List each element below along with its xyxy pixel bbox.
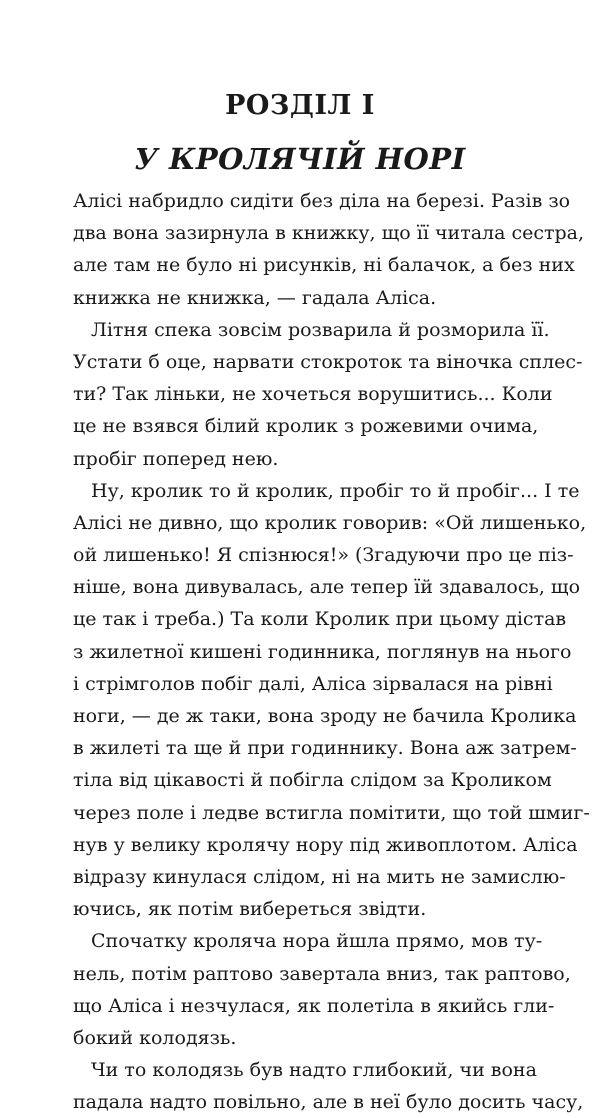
text-line: через поле і ледве встигла помітити, що той шмиг- xyxy=(73,801,590,824)
text-line: ніше, вона дивувалась, але тепер їй здавалось, що xyxy=(73,576,581,599)
text-line: що Аліса і незчулася, як полетіла в якийсь гли- xyxy=(73,994,555,1017)
text-line: нув у велику кролячу нору під живоплотом. Аліса xyxy=(73,833,578,856)
text-line: це так і треба.) Та коли Кролик при цьому дістав xyxy=(73,608,567,631)
text-line: два вона зазирнула в книжку, що її читала сестра, xyxy=(73,222,585,245)
text-line: падала надто повільно, але в неї було досить часу, xyxy=(73,1091,584,1114)
text-line: пробіг поперед нею. xyxy=(73,447,279,470)
chapter-number: РОЗДІЛ І xyxy=(225,90,375,121)
text-line: це не взявся білий кролик з рожевими очима, xyxy=(73,415,539,438)
text-line: Алісі набридло сидіти без діла на березі. Разів зо xyxy=(73,190,571,212)
text-line: Чи то колодязь був надто глибокий, чи вона xyxy=(91,1059,537,1082)
text-line: Алісі не дивно, що кролик говорив: «Ой лишенько, xyxy=(73,511,587,534)
text-line: Ну, кролик то й кролик, пробіг то й пробіг... І те xyxy=(91,479,580,502)
text-line: ючись, як потім вибереться звідти. xyxy=(73,898,427,921)
text-line: ой лишенько! Я спізнюся!» (Згадуючи про це піз- xyxy=(73,544,574,567)
text-line: Спочатку кроляча нора йшла прямо, мов ту- xyxy=(91,930,543,953)
text-line: книжка не книжка, — гадала Аліса. xyxy=(73,286,437,309)
text-line: Устати б оце, нарвати стокроток та віночка сплес- xyxy=(73,350,583,373)
text-line: відразу кинулася слідом, ні на мить не замислю- xyxy=(73,865,566,888)
text-line: ноги, — де ж таки, вона зроду не бачила Кролика xyxy=(73,705,577,727)
text-line: бокий колодязь. xyxy=(73,1026,237,1049)
text-line: ти? Так ліньки, не хочеться ворушитись... Коли xyxy=(73,383,553,406)
text-line: нель, потім раптово завертала вниз, так раптово, xyxy=(73,962,571,985)
text-line: в жилеті та ще й при годиннику. Вона аж затрем- xyxy=(73,737,577,760)
text-line: але там не було ні рисунків, ні балачок, а без них xyxy=(73,254,575,277)
text-line: і стрімголов побіг далі, Аліса зірвалася на рівні xyxy=(73,672,553,695)
chapter-body-text xyxy=(73,185,590,1118)
text-line: тіла від цікавості й побігла слідом за Кроликом xyxy=(73,769,552,792)
text-line: Літня спека зовсім розварила й розморила її. xyxy=(91,318,550,341)
chapter-title: У КРОЛЯЧІЙ НОРІ xyxy=(134,142,466,176)
text-line: з жилетної кишені годинника, поглянув на нього xyxy=(73,640,572,663)
